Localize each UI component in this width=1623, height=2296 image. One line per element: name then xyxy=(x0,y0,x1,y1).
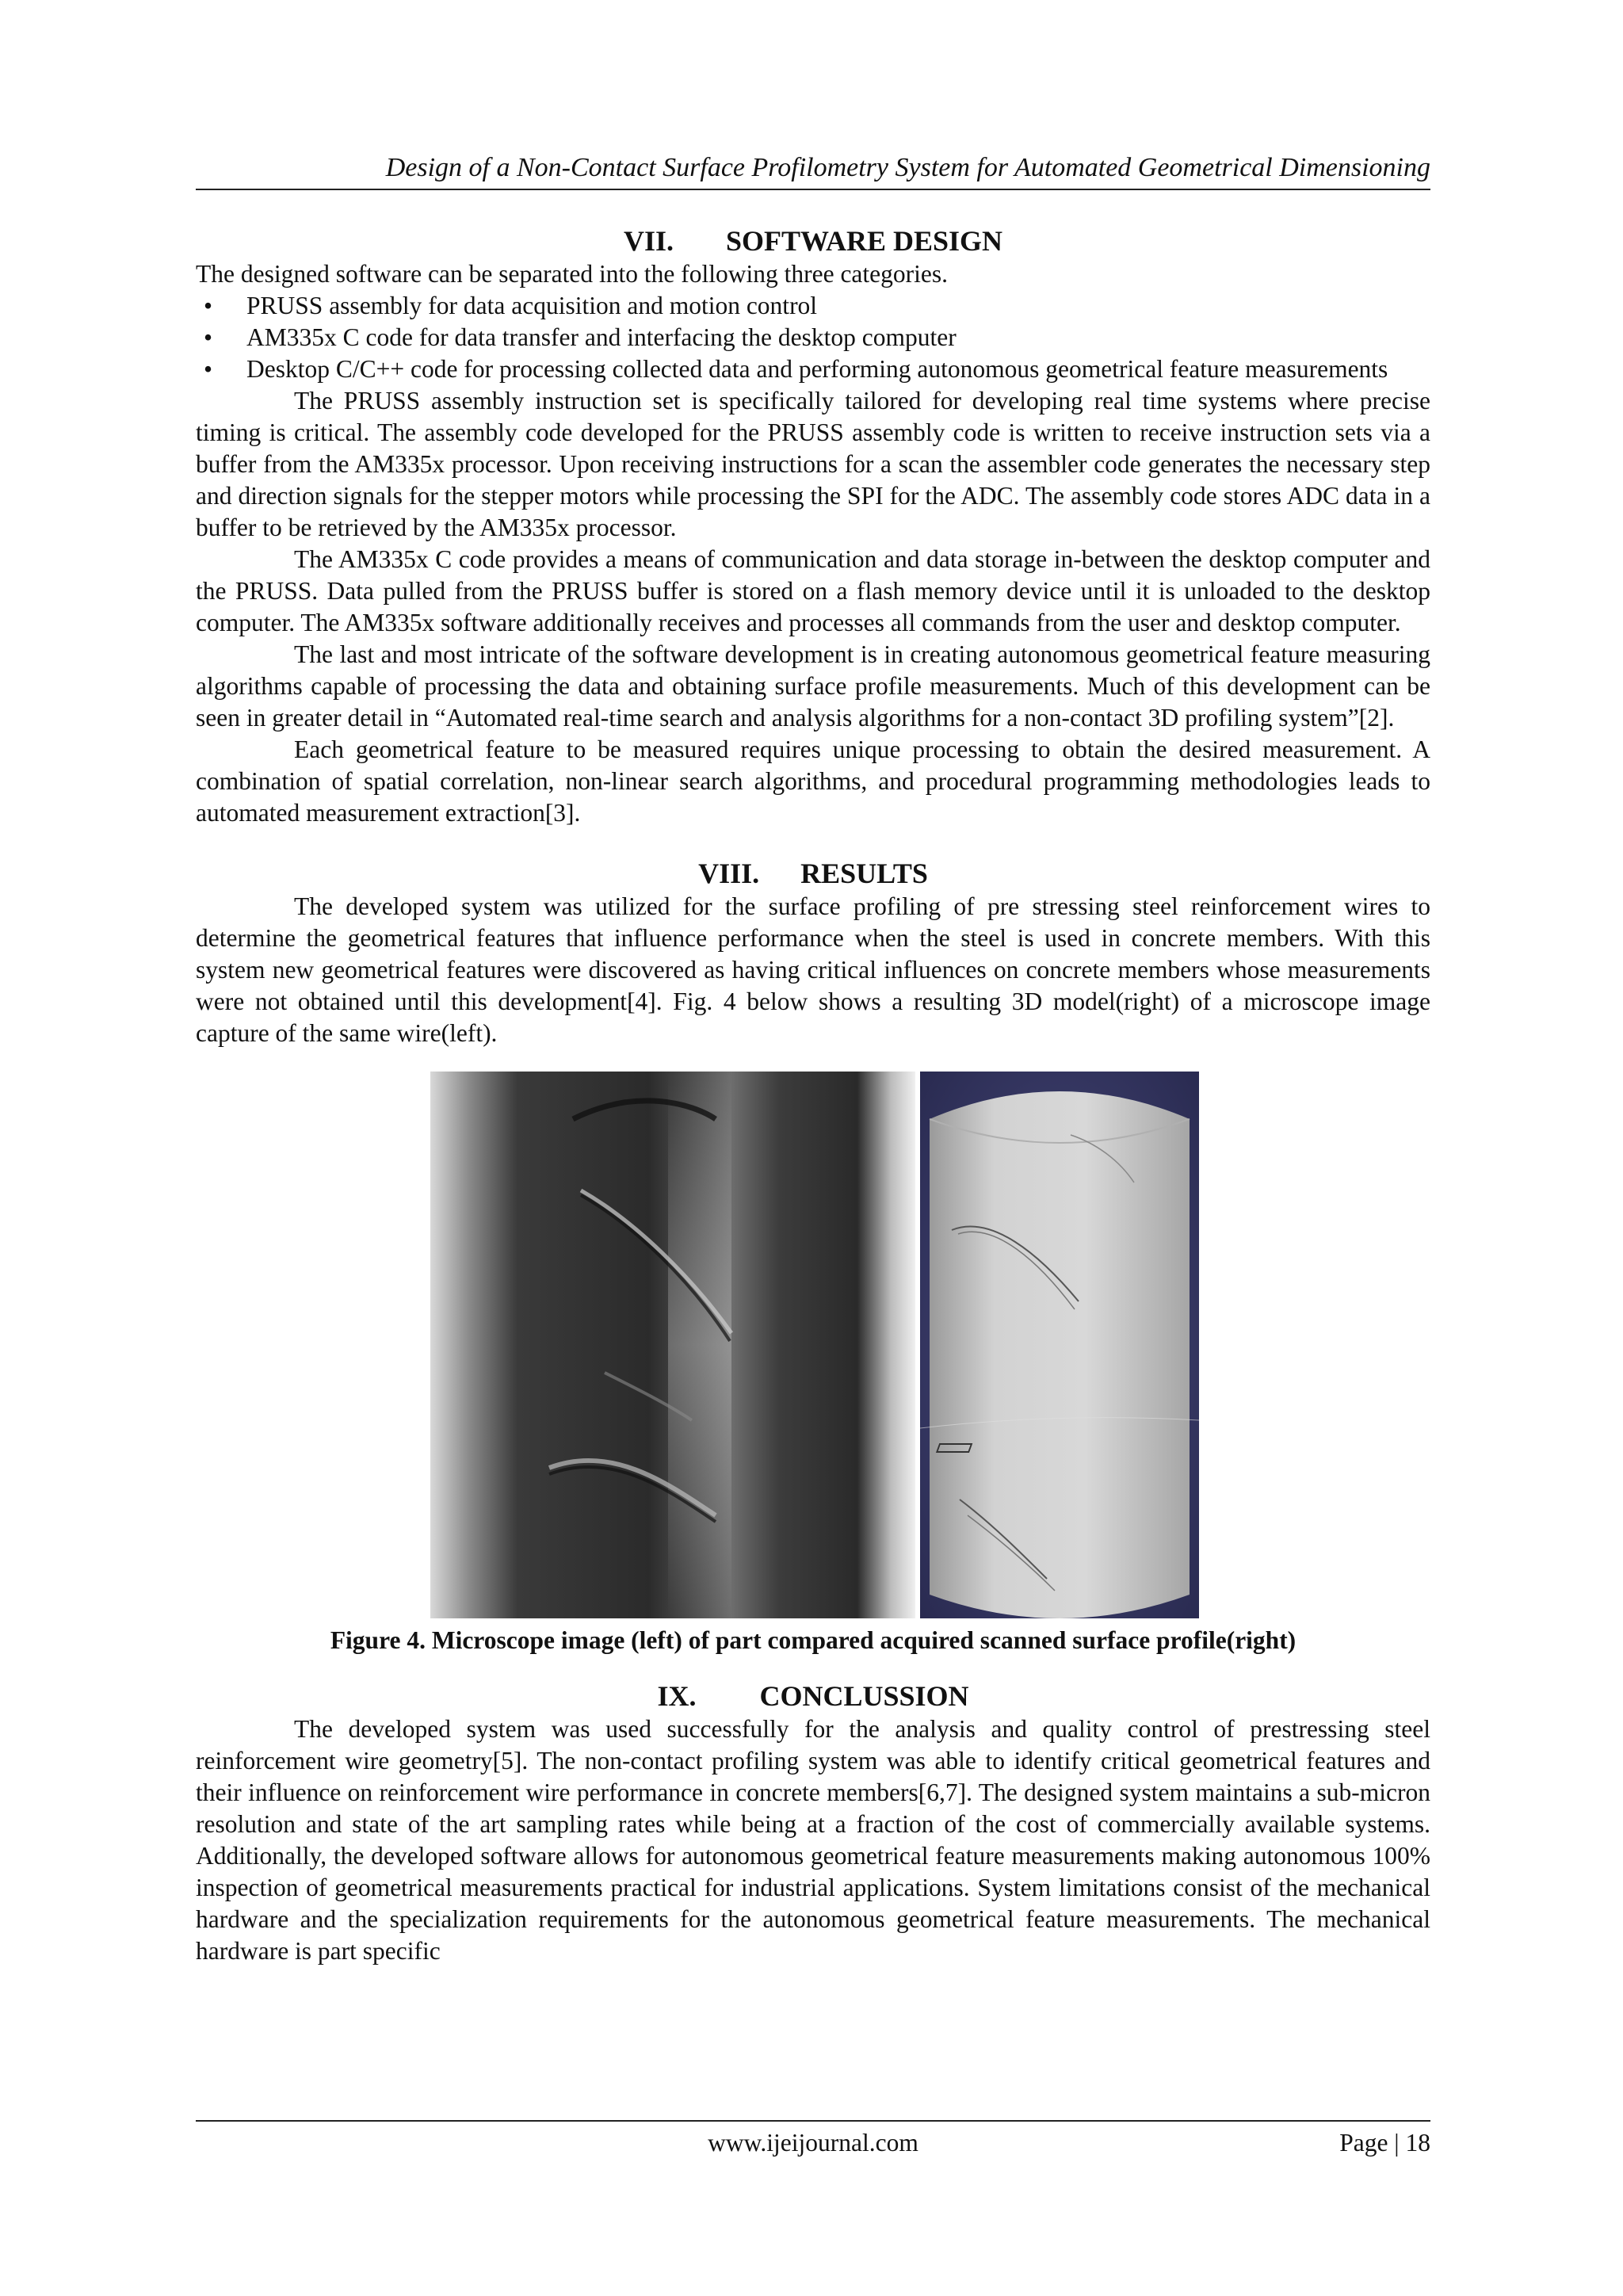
microscope-image xyxy=(430,1072,915,1618)
page-number: Page | 18 xyxy=(1339,2129,1430,2157)
figure-4 xyxy=(196,1072,1430,1656)
section-title: SOFTWARE DESIGN xyxy=(725,225,1003,257)
paragraph: The developed system was used successfully for the analysis and quality control of prestressing steel reinforcement wire geometry[5]. The non-contact profiling system was able to identify critical geometrical features and their influence on reinforcement wire performance in concrete members[6,7]. The designed system maintains a sub-micron resolution and state of the art sampling rates while being at a fraction of the cost of commercially available systems. Additionally, the developed software allows for autonomous geometrical feature measurements making autonomous 100% inspection of geometrical measurements practical for industrial applications. System limitations consist of the mechanical hardware and the specialization requirements for the autonomous geometrical feature measurements. The mechanical hardware is part specific xyxy=(196,1715,1430,1965)
bullet-item: • PRUSS assembly for data acquisition and motion control xyxy=(196,290,1430,322)
bullet-item: • Desktop C/C++ code for processing collected data and performing autonomous geometrical feature measurements xyxy=(196,353,1430,385)
body-text xyxy=(196,223,1430,1967)
section-title: RESULTS xyxy=(800,858,928,889)
section-number: VII. xyxy=(623,225,674,257)
section-number: IX. xyxy=(657,1680,697,1712)
section-number: VIII. xyxy=(698,858,760,889)
paragraph: The developed system was utilized for the surface profiling of pre stressing steel reinforcement wires to determine the geometrical features that influence performance when the steel is used in concrete members. With this system new geometrical features were discovered as having critical influences on concrete members whose measurements were not obtained until this development[4]. Fig. 4 below shows a resulting 3D model(right) of a microscope image capture of the same wire(left). xyxy=(196,892,1430,1047)
section-heading-results xyxy=(196,856,1430,891)
bullet-list xyxy=(196,290,1430,385)
paragraph: The last and most intricate of the software development is in creating autonomous geometrical feature measuring algorithms capable of processing the data and obtaining surface profile measurements. Much of this development can be seen in greater detail in “Automated real-time search and analysis algorithms for a non-contact 3D profiling system”[2]. xyxy=(196,640,1430,732)
section-heading-conclussion xyxy=(196,1679,1430,1713)
paragraph: The PRUSS assembly instruction set is specifically tailored for developing real time systems where precise timing is critical. The assembly code developed for the PRUSS assembly code is written to receive instruction sets via a buffer from the AM335x processor. Upon receiving instructions for a scan the assembler code generates the necessary step and direction signals for the stepper motors while processing the SPI for the ADC. The assembly code stores ADC data in a buffer to be retrieved by the AM335x processor. xyxy=(196,387,1430,541)
paragraph: Each geometrical feature to be measured requires unique processing to obtain the desired measurement. A combination of spatial correlation, non-linear search algorithms, and procedural programming methodologies leads to automated measurement extraction[3]. xyxy=(196,735,1430,827)
footer-divider xyxy=(196,2120,1430,2122)
paragraph-intro: The designed software can be separated into the following three categories. xyxy=(196,260,948,288)
section-title: CONCLUSSION xyxy=(759,1680,969,1712)
paragraph: The AM335x C code provides a means of communication and data storage in-between the desktop computer and the PRUSS. Data pulled from the PRUSS buffer is stored on a flash memory device until it is unloaded to the desktop computer. The AM335x software additionally receives and processes all commands from the user and desktop computer. xyxy=(196,545,1430,636)
journal-url[interactable]: www.ijeijournal.com xyxy=(708,2129,918,2157)
header-divider xyxy=(196,189,1430,190)
figure-caption: Figure 4. Microscope image (left) of part compared acquired scanned surface profile(right) xyxy=(330,1626,1296,1654)
section-heading-software-design xyxy=(196,223,1430,258)
scanned-profile-image xyxy=(920,1072,1199,1618)
bullet-item: • AM335x C code for data transfer and interfacing the desktop computer xyxy=(196,322,1430,353)
running-title: Design of a Non-Contact Surface Profilometry System for Automated Geometrical Dimensioning xyxy=(385,153,1430,182)
